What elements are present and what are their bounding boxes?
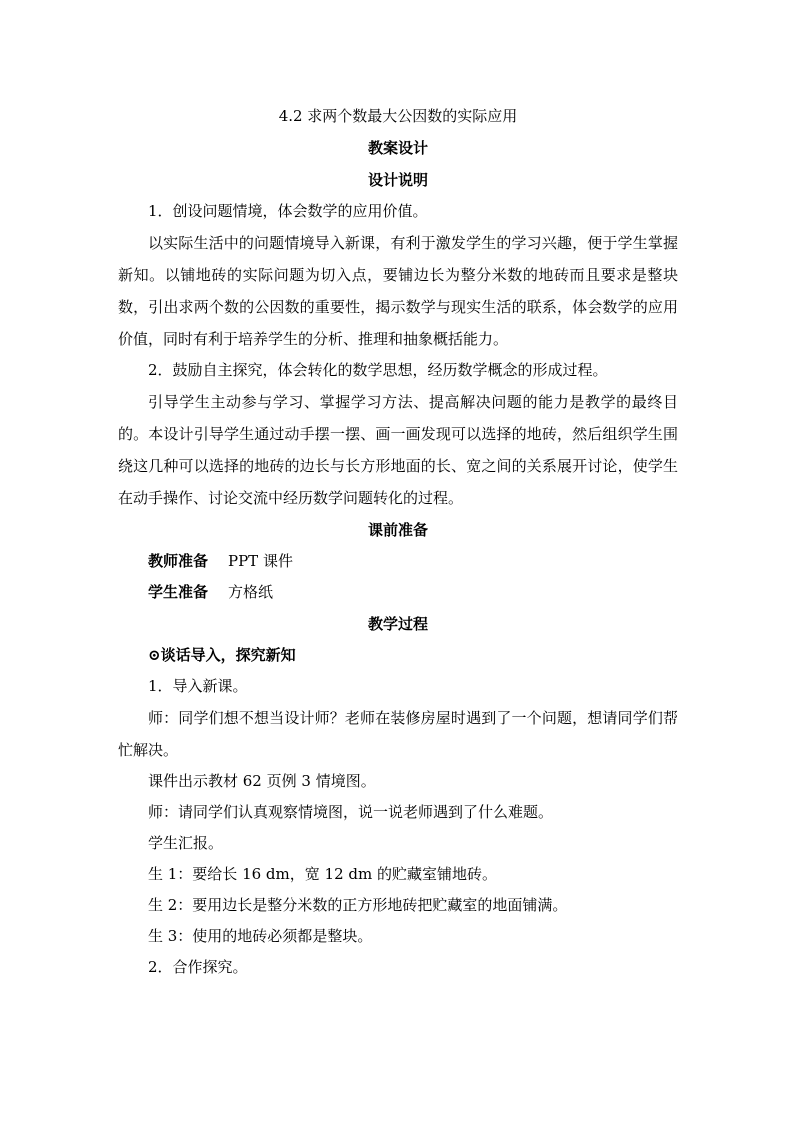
teacher-talk-2: 师：请同学们认真观察情境图，说一说老师遇到了什么难题。 (148, 803, 554, 821)
student-preparation-label: 学生准备 (148, 583, 209, 601)
step-1: 1．导入新课。 (148, 677, 248, 695)
teacher-preparation (118, 546, 678, 577)
design-paragraph-1: 以实际生活中的问题情境导入新课，有利于激发学生的学习兴趣，便于学生掌握新知。以铺地砖的实际问题为切入点，要铺边长为整分米数的地砖而且要求是整块数，引出求两个数的公因数的重要性，揭示数学与现实生活的联系，体会数学的应用价值，同时有利于培养学生的分析、推理和抽象概括能力。 (118, 234, 678, 348)
section-heading-preparation: 课前准备 (367, 521, 428, 539)
section-heading-teaching-process: 教学过程 (367, 615, 428, 633)
step-2: 2．合作探究。 (148, 958, 248, 976)
section-heading-lesson-design: 教案设计 (367, 139, 428, 157)
document-title: 4.2 求两个数最大公因数的实际应用 (278, 107, 518, 125)
student-preparation-value: 方格纸 (228, 583, 274, 601)
design-point-1: 1．创设问题情境，体会数学的应用价值。 (148, 202, 428, 220)
section-heading-design-notes: 设计说明 (367, 171, 428, 189)
courseware-note: 课件出示教材 62 页例 3 情境图。 (148, 772, 376, 790)
design-point-2: 2．鼓励自主探究，体会转化的数学思想，经历数学概念的形成过程。 (148, 361, 608, 379)
document-page (118, 100, 678, 983)
teacher-talk-1: 师：同学们想不想当设计师？老师在装修房屋时遇到了一个问题，想请同学们帮忙解决。 (118, 709, 678, 759)
intro-heading: ⊙谈话导入，探究新知 (148, 646, 296, 664)
student-report: 学生汇报。 (148, 834, 224, 852)
teacher-preparation-value: PPT 课件 (228, 552, 293, 570)
teacher-preparation-label: 教师准备 (148, 552, 209, 570)
design-paragraph-2: 引导学生主动参与学习、掌握学习方法、提高解决问题的能力是教学的最终目的。本设计引导学生通过动手摆一摆、画一画发现可以选择的地砖，然后组织学生围绕这几种可以选择的地砖的边长与长方形地面的长、宽之间的关系展开讨论，使学生在动手操作、讨论交流中经历数学问题转化的过程。 (118, 393, 678, 507)
student-answer-3: 生 3：使用的地砖必须都是整块。 (148, 927, 373, 945)
student-answer-1: 生 1：要给长 16 dm，宽 12 dm 的贮藏室铺地砖。 (148, 865, 497, 883)
student-preparation (118, 577, 678, 608)
student-answer-2: 生 2：要用边长是整分米数的正方形地砖把贮藏室的地面铺满。 (148, 896, 568, 914)
